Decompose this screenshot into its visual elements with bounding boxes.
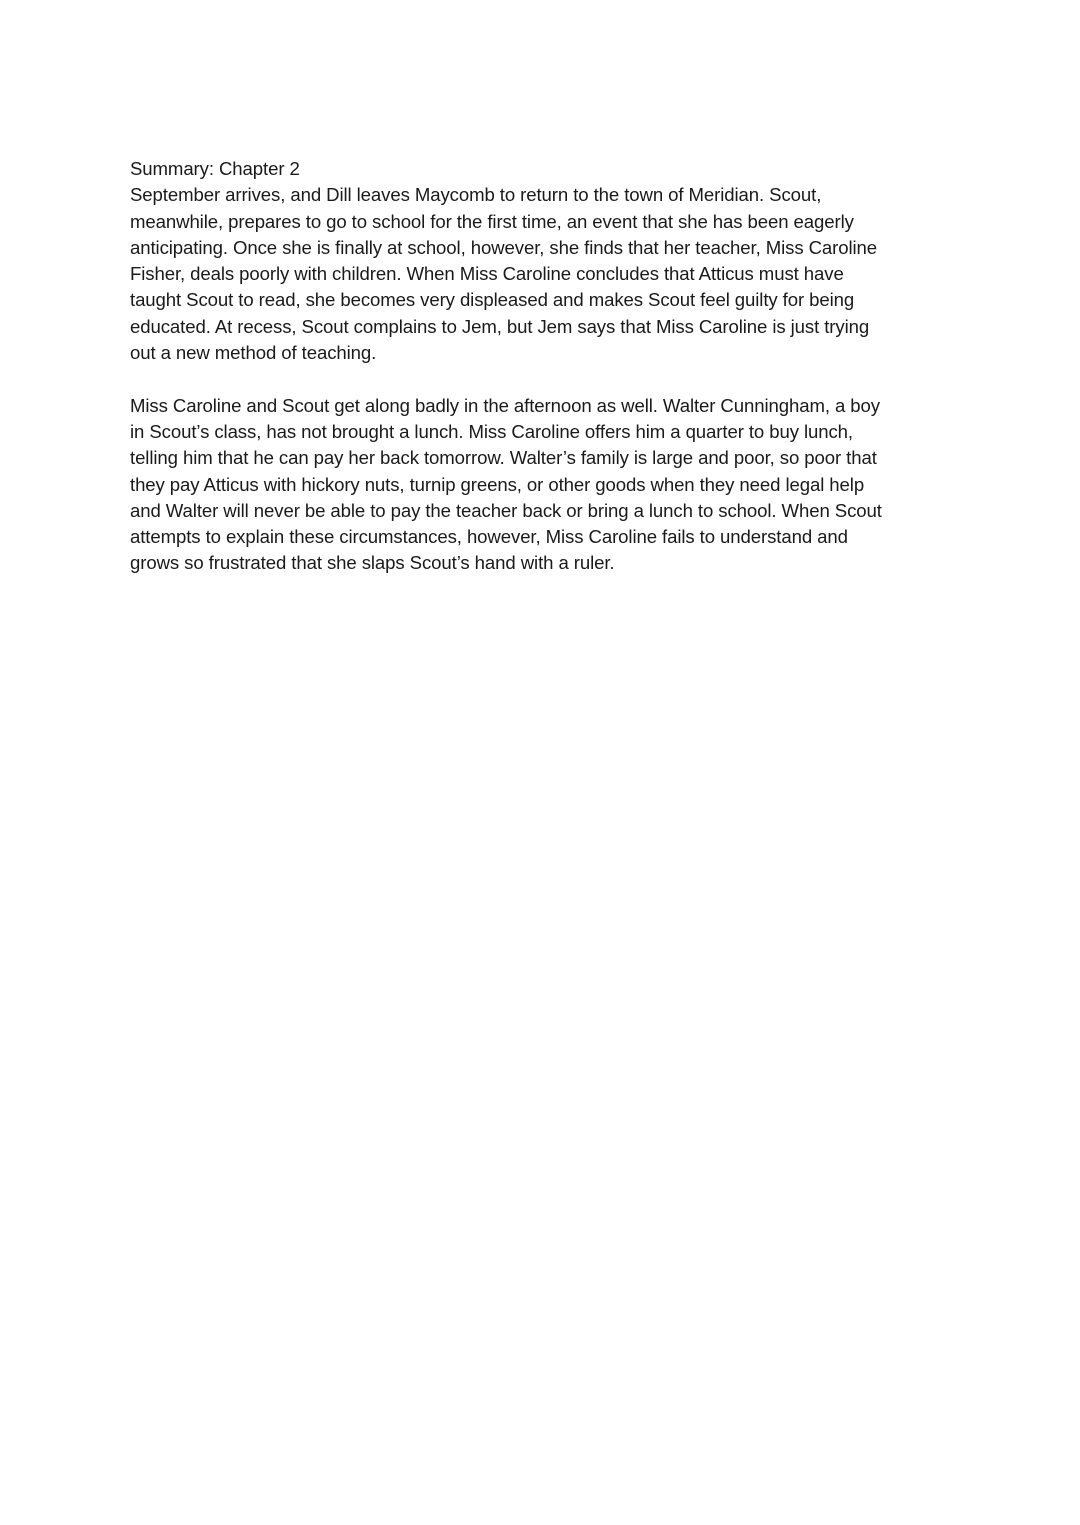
summary-heading: Summary: Chapter 2 [130,158,300,179]
paragraph-line: in Scout’s class, has not brought a lunch. Miss Caroline offers him a quarter to buy lunch, [130,420,853,442]
paragraph-line: attempts to explain these circumstances, however, Miss Caroline fails to understand and [130,526,848,548]
paragraph-line: out a new method of teaching. [130,342,377,364]
paragraph-line: grows so frustrated that she slaps Scout’s hand with a ruler. [130,552,615,574]
document-body [130,156,955,577]
paragraph-line: anticipating. Once she is finally at school, however, she finds that her teacher, Miss Caroline [130,236,878,258]
paragraph-line: taught Scout to read, she becomes very displeased and makes Scout feel guilty for being [130,289,855,311]
paragraph-line: meanwhile, prepares to go to school for the first time, an event that she has been eagerly [130,210,854,232]
paragraph-line: they pay Atticus with hickory nuts, turnip greens, or other goods when they need legal help [130,473,865,495]
paragraph-line: Fisher, deals poorly with children. When Miss Caroline concludes that Atticus must have [130,263,844,285]
paragraph-line: and Walter will never be able to pay the teacher back or bring a lunch to school. When Scout [130,499,882,521]
paragraph-2 [130,393,955,577]
paragraph-line: Miss Caroline and Scout get along badly in the afternoon as well. Walter Cunningham, a boy [130,394,880,416]
paragraph-spacer [130,366,955,392]
paragraph-1 [130,182,955,366]
paragraph-line: educated. At recess, Scout complains to Jem, but Jem says that Miss Caroline is just trying [130,315,870,337]
paragraph-line: September arrives, and Dill leaves Maycomb to return to the town of Meridian. Scout, [130,184,822,206]
paragraph-line: telling him that he can pay her back tomorrow. Walter’s family is large and poor, so poor that [130,447,877,469]
